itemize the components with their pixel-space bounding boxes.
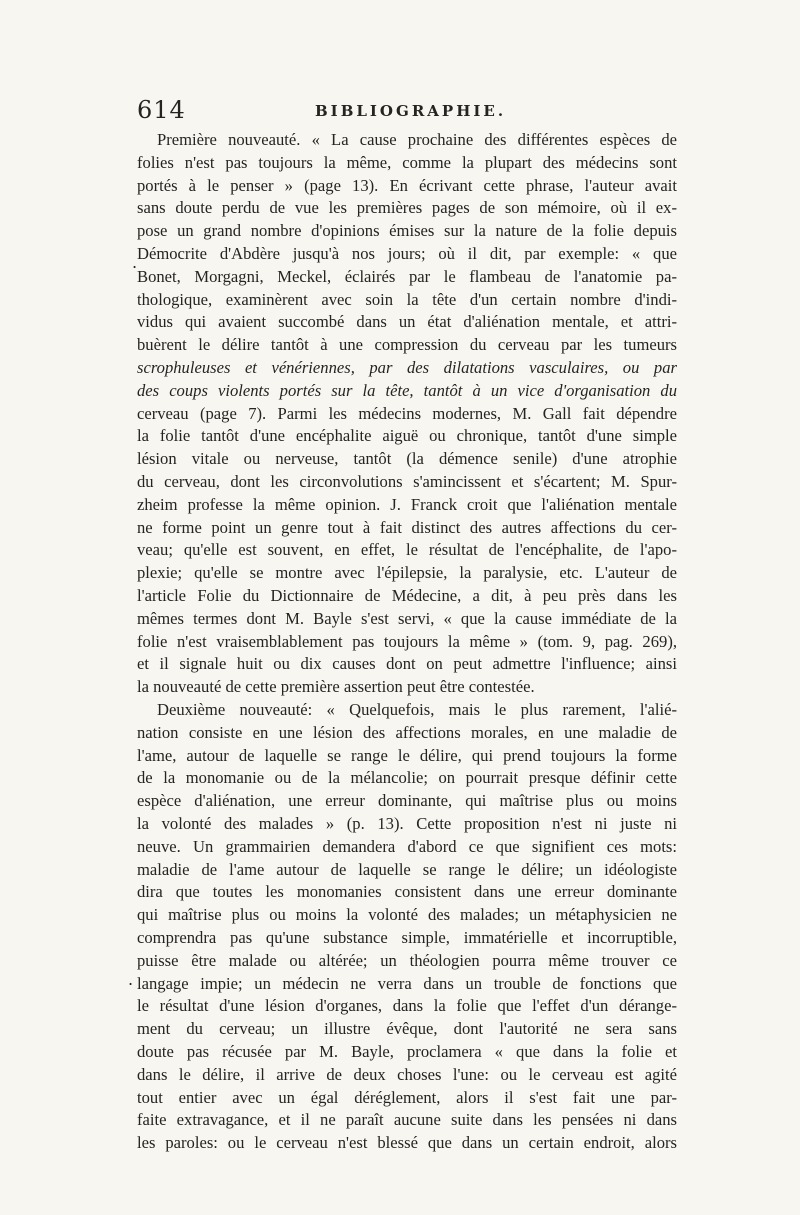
text-line: Deuxième nouveauté: « Quelquefois, mais le plus rarement, l'alié- <box>157 700 677 719</box>
text-line: et il signale huit ou dix causes dont on peut admettre l'influence; ainsi <box>137 654 677 674</box>
text-line: comprendra pas qu'une substance simple, immatérielle et incorruptible, <box>137 928 677 947</box>
text-line: Démocrite d'Abdère jusqu'à nos jours; où il dit, par exemple: « que <box>137 244 677 263</box>
margin-mark: . <box>128 970 134 989</box>
text-line: pose un grand nombre d'opinions émises sur la nature de la folie depuis <box>137 221 677 241</box>
text-line: des coups violents portés sur la tête, tantôt à un vice d'organisation du <box>137 380 677 400</box>
text-line: folie n'est vraisemblablement pas toujours la même » (tom. 9, pag. 269), <box>137 631 677 651</box>
page-number: 614 <box>137 96 186 124</box>
text-line: de la monomanie ou de la mélancolie; on pourrait presque définir cette <box>137 768 677 788</box>
text-line: ne forme point un genre tout à fait distinct des autres affections du cer- <box>137 517 677 537</box>
text-line: la volonté des malades » (p. 13). Cette proposition n'est ni juste ni <box>137 814 677 833</box>
text-line: puisse être malade ou altérée; un théologien pourra même trouver ce <box>137 950 677 970</box>
text-line: buèrent le délire tantôt à une compression du cerveau par les tumeurs <box>137 335 677 355</box>
text-line: langage impie; un médecin ne verra dans un trouble de fonctions que <box>137 973 677 993</box>
text-line: le résultat d'une lésion d'organes, dans la folie que l'effet d'un dérange- <box>137 996 677 1016</box>
text-line: Bonet, Morgagni, Meckel, éclairés par le flambeau de l'anatomie pa- <box>137 266 677 286</box>
text-line: la nouveauté de cette première assertion peut être contestée. <box>137 677 535 697</box>
text-line: les paroles: ou le cerveau n'est blessé que dans un certain endroit, alors <box>137 1133 677 1153</box>
text-line: tout entier avec un égal déréglement, alors il s'est fait une par- <box>137 1087 677 1107</box>
text-line: espèce d'aliénation, une erreur dominante, qui maîtrise plus ou moins <box>137 791 677 811</box>
text-line: nation consiste en une lésion des affections morales, en une maladie de <box>137 722 677 742</box>
text-line: lésion vitale ou nerveuse, tantôt (la démence senile) d'une atrophie <box>137 449 677 469</box>
text-line: zheim professe la même opinion. J. Franck croit que l'aliénation mentale <box>137 494 677 514</box>
text-line: maladie de l'ame autour de laquelle se range le délire; un idéologiste <box>137 859 677 879</box>
text-line: l'article Folie du Dictionnaire de Médecine, a dit, à peu près dans les <box>137 586 677 605</box>
text-line: ment du cerveau; un illustre évêque, dont l'autorité ne sera sans <box>137 1019 677 1039</box>
text-line: faite extravagance, et il ne paraît aucune suite dans les pensées ni dans <box>137 1110 677 1130</box>
margin-mark: . <box>132 253 138 272</box>
text-line: plexie; qu'elle se montre avec l'épilepsie, la paralysie, etc. L'auteur de <box>137 563 677 583</box>
text-line: sans doute perdu de vue les premières pages de son mémoire, où il ex- <box>137 198 677 218</box>
page-header <box>137 96 677 126</box>
text-line: cerveau (page 7). Parmi les médecins modernes, M. Gall fait dépendre <box>137 403 677 423</box>
text-line: qui maîtrise plus ou moins la volonté des malades; un métaphysicien ne <box>137 905 677 925</box>
text-line: doute pas récusée par M. Bayle, proclamera « que dans la folie et <box>137 1042 677 1061</box>
text-line: neuve. Un grammairien demandera d'abord ce que signifient ces mots: <box>137 836 677 856</box>
text-line: veau; qu'elle est souvent, en effet, le résultat de l'encéphalite, de l'apo- <box>137 540 677 560</box>
text-line: dans le délire, il arrive de deux choses l'une: ou le cerveau est agité <box>137 1064 677 1084</box>
text-line: la folie tantôt d'une encéphalite aiguë ou chronique, tantôt d'une simple <box>137 426 677 446</box>
text-line: du cerveau, dont les circonvolutions s'amincissent et s'écartent; M. Spur- <box>137 472 677 491</box>
text-line: vidus qui avaient succombé dans un état d'aliénation mentale, et attri- <box>137 312 677 332</box>
text-line: Première nouveauté. « La cause prochaine des différentes espèces de <box>157 130 677 149</box>
text-line: dira que toutes les monomanies consistent dans une erreur dominante <box>137 882 677 902</box>
text-line: l'ame, autour de laquelle se range le délire, qui prend toujours la forme <box>137 745 677 765</box>
text-line: portés à le penser » (page 13). En écrivant cette phrase, l'auteur avait <box>137 175 677 195</box>
text-line: thologique, examinèrent avec soin la tête d'un certain nombre d'indi- <box>137 289 677 309</box>
text-line: folies n'est pas toujours la même, comme la plupart des médecins sont <box>137 152 677 172</box>
running-head: BIBLIOGRAPHIE. <box>315 102 507 120</box>
text-line: scrophuleuses et vénériennes, par des dilatations vasculaires, ou par <box>137 358 677 377</box>
text-line: mêmes termes dont M. Bayle s'est servi, « que la cause immédiate de la <box>137 608 677 628</box>
